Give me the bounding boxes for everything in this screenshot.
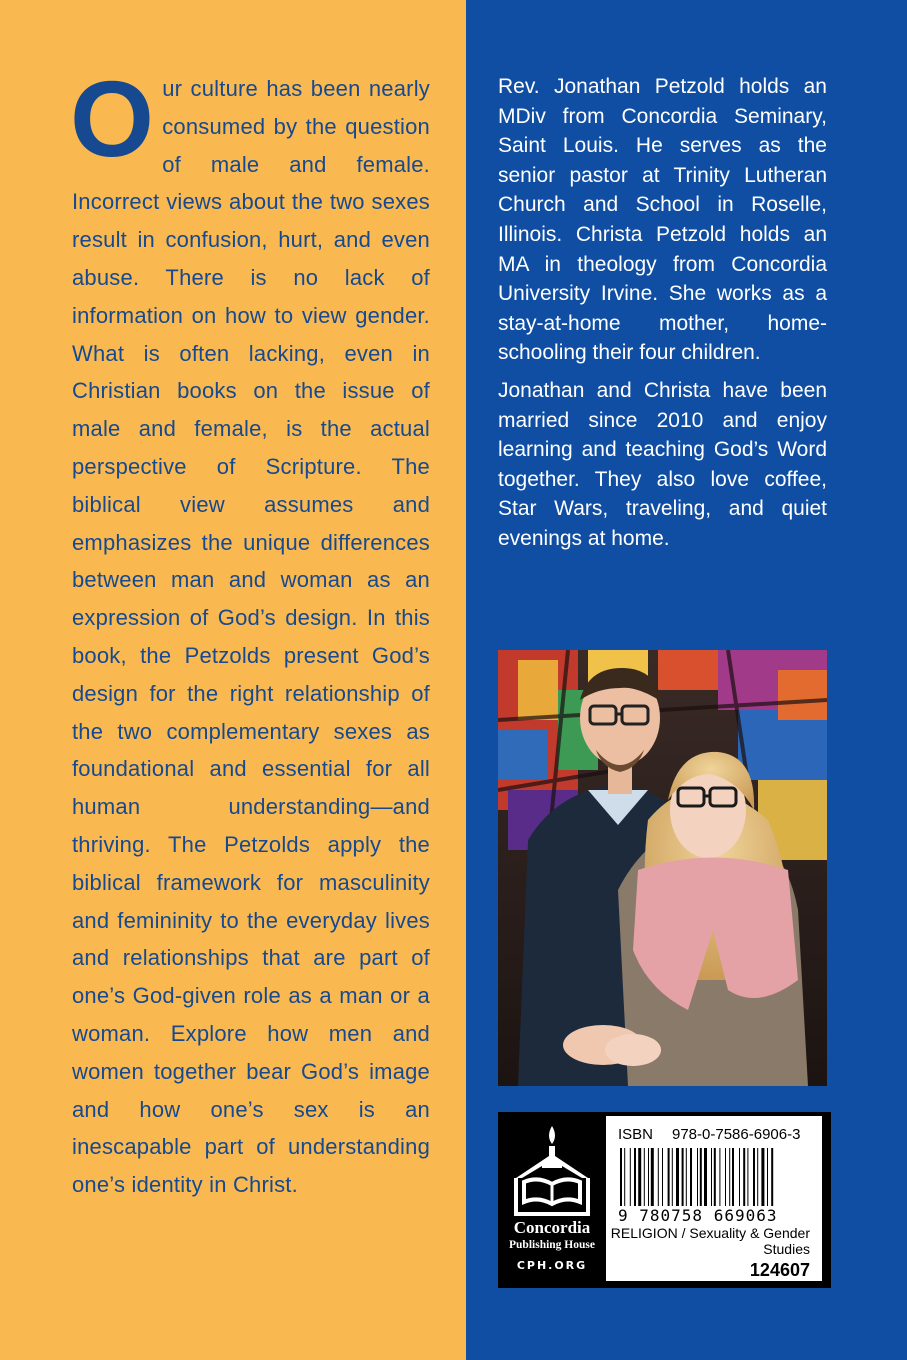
barcode-graphic	[620, 1148, 810, 1206]
book-description	[70, 58, 430, 1204]
barcode-bar	[668, 1148, 670, 1206]
description-text: ur culture has been nearly consumed by the question of male and female. Incorrect views about the two sexes result in confusion, hurt, and even abuse. There is no lack of information on how to view gender. What is often lacking, even in Christian books on the issue of male and female, is the actual perspective of Scripture. The biblical view assumes and emphasizes the unique differences between man and woman as an expression of God’s design. In this book, the Petzolds present God’s design for the right relationship of the two complementary sexes as foundational and essential for all human understanding—and thriving. The Petzolds apply the biblical framework for masculinity and femininity to the everyday lives and relationships that are part of one’s God-given role as a man or a woman. Explore how men and women together bear God’s image and how one’s sex is an inescapable part of understanding one’s identity in Christ.	[72, 76, 430, 1198]
barcode-bar	[700, 1148, 702, 1206]
barcode-bar	[743, 1148, 745, 1206]
author-bio	[498, 72, 827, 562]
barcode-bar	[620, 1148, 622, 1206]
barcode-bar	[771, 1148, 773, 1206]
lamp-book-icon	[500, 1118, 604, 1218]
barcode-bar	[732, 1148, 734, 1206]
barcode-bar	[651, 1148, 654, 1206]
barcode-bar	[704, 1148, 707, 1206]
isbn-block	[606, 1116, 822, 1281]
barcode-digits: 9 780758 669063	[618, 1206, 778, 1225]
barcode-bar	[697, 1148, 698, 1206]
barcode-bar	[686, 1148, 687, 1206]
publisher-house: Publishing House	[509, 1239, 595, 1251]
barcode-bar	[757, 1148, 758, 1206]
author-photo-illustration	[498, 650, 827, 1086]
publisher-name: Concordia	[513, 1218, 591, 1237]
barcode-bar	[648, 1148, 649, 1206]
barcode-bar	[729, 1148, 730, 1206]
drop-cap: O	[70, 58, 155, 179]
book-category: RELIGION / Sexuality & Gender Studies	[610, 1225, 810, 1257]
publisher-logo	[500, 1114, 604, 1282]
barcode-bar	[662, 1148, 663, 1206]
barcode-bar	[761, 1148, 764, 1206]
barcode-bar	[634, 1148, 636, 1206]
barcode-bar	[658, 1148, 659, 1206]
author-photo	[498, 650, 827, 1086]
barcode-bar	[682, 1148, 684, 1206]
isbn-number: 978-0-7586-6906-3	[672, 1126, 801, 1143]
barcode-bar	[638, 1148, 641, 1206]
bio-paragraph-2: Jonathan and Christa have been married since 2010 and enjoy learning and teaching God’s Word together. They also love coffee, Star Wars, traveling, and quiet evenings at home.	[498, 378, 827, 550]
barcode-bar	[676, 1148, 679, 1206]
barcode-bar	[644, 1148, 645, 1206]
barcode-bar	[714, 1148, 716, 1206]
barcode-bar	[739, 1148, 740, 1206]
publisher-url: CPH.ORG	[516, 1259, 588, 1272]
barcode-bar	[711, 1148, 712, 1206]
barcode-bar	[725, 1148, 726, 1206]
isbn-label: ISBN	[618, 1126, 654, 1143]
barcode-bar	[624, 1148, 625, 1206]
barcode-bar	[747, 1148, 748, 1206]
barcode-bar	[719, 1148, 720, 1206]
item-number: 124607	[749, 1260, 810, 1280]
barcode-bar	[672, 1148, 673, 1206]
barcode-bar	[690, 1148, 692, 1206]
barcode-bar	[753, 1148, 755, 1206]
barcode-bar	[767, 1148, 768, 1206]
bio-paragraph-1: Rev. Jonathan Petzold holds an MDiv from Concordia Seminary, Saint Louis. He serves as the senior pastor at Trinity Lutheran Church and School in Roselle, Illinois. Christa Petzold holds an MA in theology from Concordia University Irvine. She works as a stay-at-home mother, homeschooling their four children.	[498, 75, 827, 365]
barcode-bar	[630, 1148, 631, 1206]
